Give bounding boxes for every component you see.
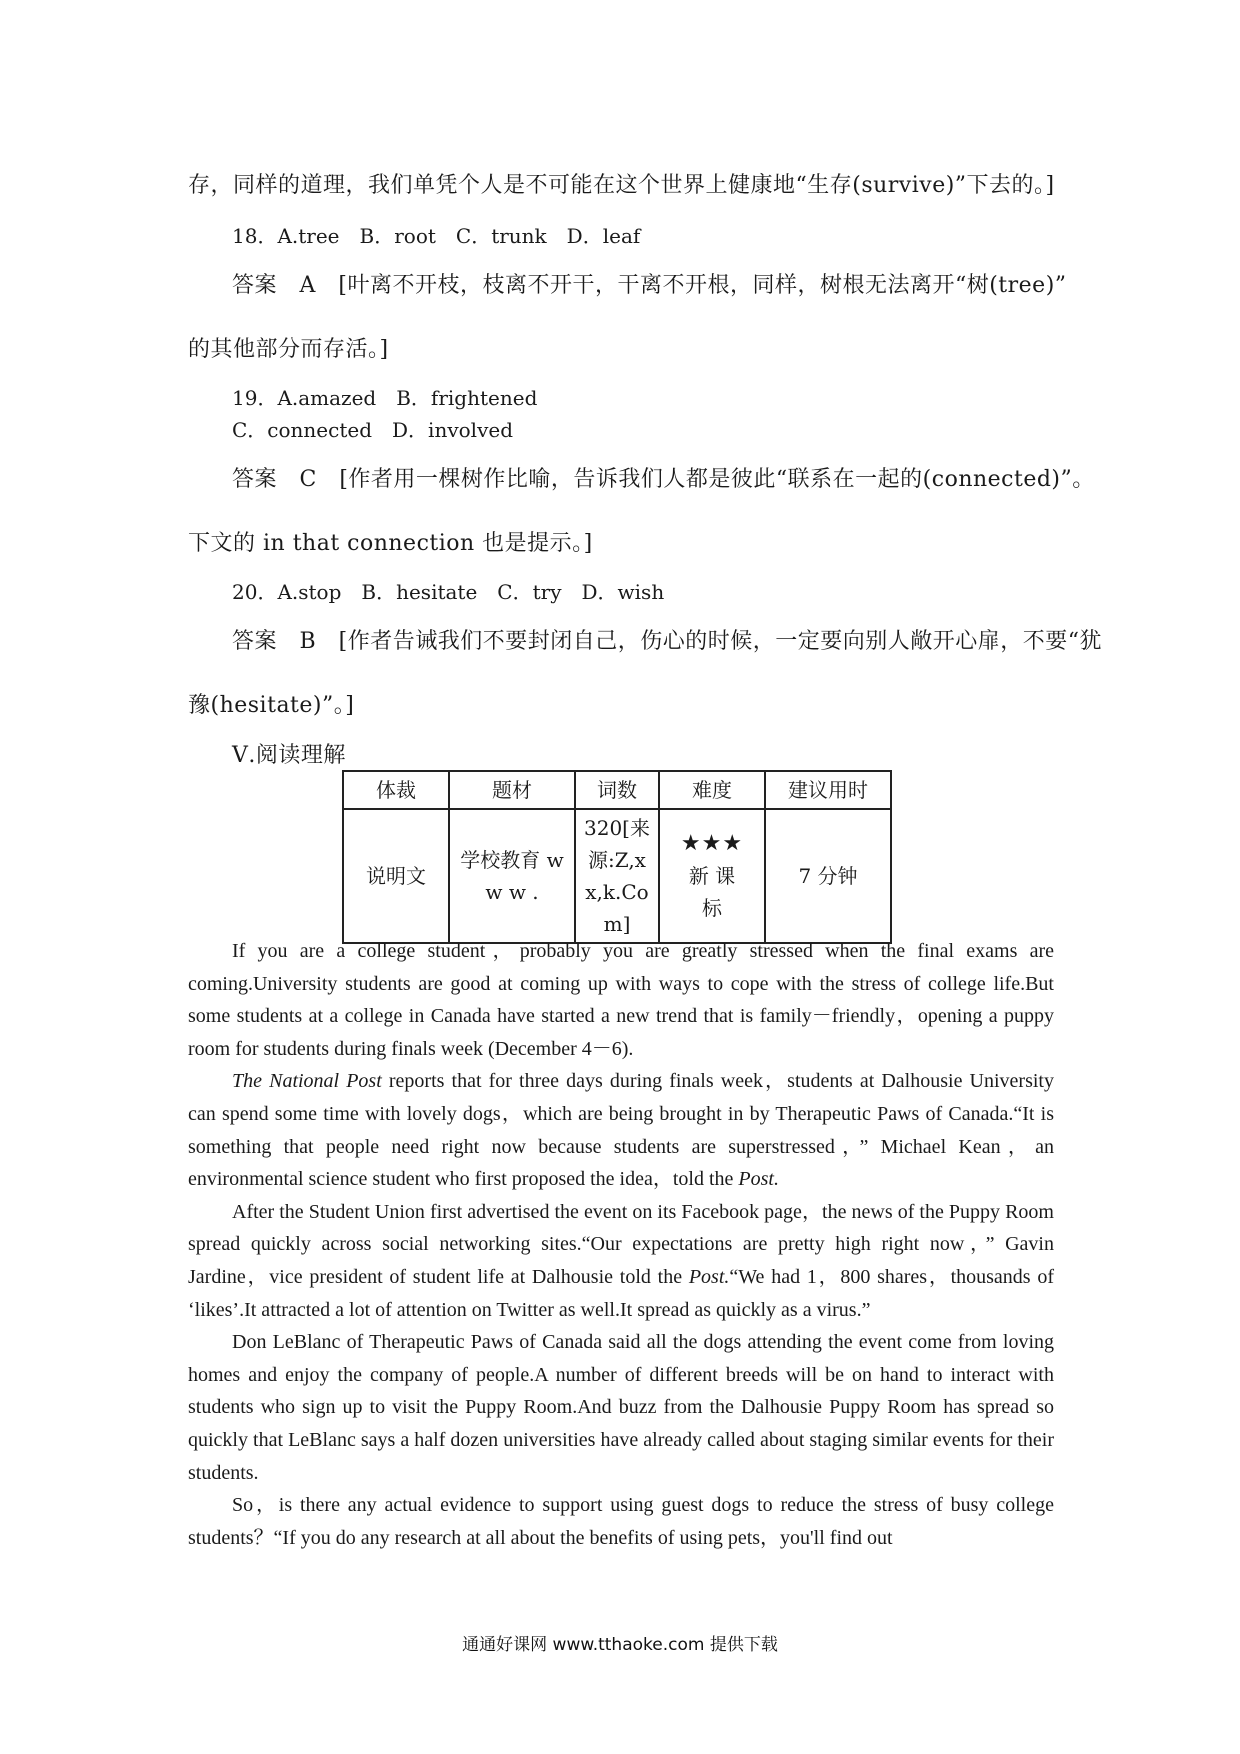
header-topic: 题材: [449, 771, 575, 809]
answer-line-1: 存，同样的道理，我们单凭个人是不可能在这个世界上健康地“生存(survive)”下去的。]: [188, 173, 1055, 198]
header-genre: 体裁: [343, 771, 449, 809]
cell-topic-line1: 学校教育 w: [460, 848, 564, 872]
cell-words-line3: x,k.Co: [585, 880, 649, 904]
passage-paragraph-3: [188, 1196, 1054, 1326]
table-body-row: [343, 809, 891, 943]
passage-paragraph-3-text: After the Student Union first advertised the event on its Facebook page，the news of the Puppy Room spread quickly across social networking sites.“Our expectations are pretty high right now，” Gavin Jardine，vice president of student life at Dalhousie told the: [188, 1200, 1054, 1288]
passage-paragraph-4: Don LeBlanc of Therapeutic Paws of Canada said all the dogs attending the event come from loving homes and enjoy the company of people.A number of different breeds will be on hand to interact with students who sign up to visit the Puppy Room.And buzz from the Dalhousie Puppy Room has spread so quickly that LeBlanc says a half dozen universities have already called about staging similar events for their students.: [188, 1331, 1054, 1484]
answer-18-line2: 的其他部分而存活。]: [188, 337, 389, 362]
cell-difficulty: [659, 809, 765, 943]
header-words: 词数: [575, 771, 659, 809]
section-heading: Ⅴ.阅读理解: [232, 743, 346, 768]
question-19-line1: 19．A.amazed B．frightened: [232, 386, 538, 410]
question-20: 20．A.stop B．hesitate C．try D．wish: [232, 580, 665, 604]
difficulty-stars: ★★★: [680, 831, 744, 856]
header-time: 建议用时: [765, 771, 891, 809]
header-difficulty: 难度: [659, 771, 765, 809]
cell-words-line1: 320[来: [584, 816, 650, 840]
newspaper-title: The National Post: [232, 1070, 382, 1093]
answer-18-line1: 答案 A [叶离不开枝，枝离不开干，干离不开根，同样，树根无法离开“树(tree)”: [232, 273, 1067, 298]
passage-paragraph-5: So，is there any actual evidence to support using guest dogs to reduce the stress of busy college students？“If you do any research at all about the benefits of using pets，you'll find out: [188, 1494, 1054, 1549]
cell-genre: 说明文: [343, 809, 449, 943]
question-19-line2: C．connected D．involved: [232, 418, 514, 442]
passage-paragraph-1: If you are a college student，probably you are greatly stressed when the final exams are coming.University students are good at coming up with ways to cope with the stress of college life.But some students at a college in Canada have started a new trend that is family－friendly，opening a puppy room for students during finals week (December 4－6).: [188, 940, 1054, 1060]
newspaper-short-title: Post.: [738, 1168, 779, 1191]
answer-19-line2: 下文的 in that connection 也是提示。]: [188, 531, 593, 556]
cell-topic-line2: w w .: [485, 880, 539, 904]
passage-paragraph-2-text: reports that for three days during finals week，students at Dalhousie University can spend some time with lovely dogs，which are being brought in by Therapeutic Paws of Canada.“It is something that people need right now because students are superstressed，” Michael Kean，an environmental science student who first proposed the idea，told the: [188, 1070, 1054, 1191]
table-header-row: [343, 771, 891, 809]
cell-words: [575, 809, 659, 943]
answer-20-line2: 豫(hesitate)”。]: [188, 693, 355, 718]
reading-passage: [188, 935, 1054, 1554]
answer-19-line1: 答案 C [作者用一棵树作比喻，告诉我们人都是彼此“联系在一起的(connected)”。: [232, 467, 1095, 492]
cell-time: 7 分钟: [765, 809, 891, 943]
cell-topic: [449, 809, 575, 943]
question-18: 18．A.tree B．root C．trunk D．leaf: [232, 224, 641, 248]
cell-words-line4: m]: [603, 912, 631, 936]
reading-info-table: [342, 770, 892, 944]
cell-words-line2: 源:Z,x: [588, 848, 646, 872]
cell-difficulty-line1: 新 课: [688, 864, 736, 888]
passage-paragraph-2: [188, 1065, 1054, 1195]
cell-difficulty-line2: 标: [702, 896, 722, 920]
passage-paragraph-3-tail: “We had 1，800 shares，thousands of ‘likes’.It attracted a lot of attention on Twitter as well.It spread as quickly as a virus.”: [188, 1265, 1054, 1321]
newspaper-short-title-2: Post.: [688, 1265, 730, 1288]
page-footer: 通通好课网 www.tthaoke.com 提供下载: [462, 1635, 778, 1655]
answer-20-line1: 答案 B [作者告诫我们不要封闭自己，伤心的时候，一定要向别人敞开心扉，不要“犹: [232, 629, 1102, 654]
